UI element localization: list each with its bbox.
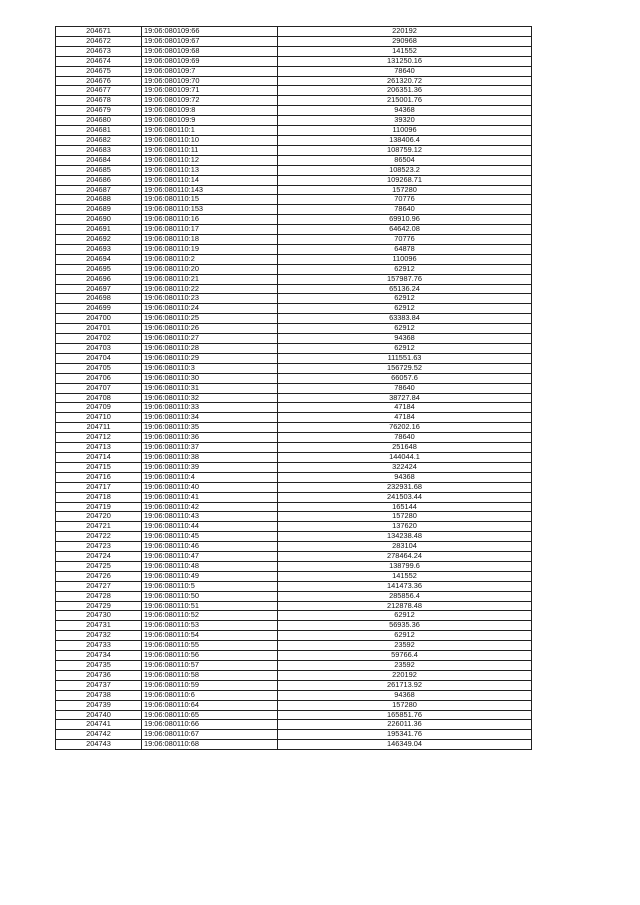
table-row (56, 443, 532, 453)
cadastral-number-cell: 19:06:080110:47 (142, 552, 278, 562)
row-number-cell: 204708 (56, 393, 142, 403)
table-row (56, 344, 532, 354)
cadastral-number-cell: 19:06:080110:33 (142, 403, 278, 413)
cadastral-number-cell: 19:06:080109:7 (142, 66, 278, 76)
cadastral-number-cell: 19:06:080110:6 (142, 690, 278, 700)
value-cell: 141473.36 (278, 581, 532, 591)
table-row (56, 393, 532, 403)
row-number-cell: 204675 (56, 66, 142, 76)
row-number-cell: 204714 (56, 452, 142, 462)
cadastral-number-cell: 19:06:080109:67 (142, 36, 278, 46)
value-cell: 78640 (278, 205, 532, 215)
cadastral-number-cell: 19:06:080110:48 (142, 561, 278, 571)
table-row (56, 492, 532, 502)
value-cell: 322424 (278, 462, 532, 472)
row-number-cell: 204691 (56, 225, 142, 235)
table-row (56, 472, 532, 482)
cadastral-number-cell: 19:06:080110:23 (142, 294, 278, 304)
cadastral-number-cell: 19:06:080110:53 (142, 621, 278, 631)
row-number-cell: 204673 (56, 46, 142, 56)
cadastral-number-cell: 19:06:080110:43 (142, 512, 278, 522)
cadastral-number-cell: 19:06:080110:58 (142, 670, 278, 680)
cadastral-number-cell: 19:06:080110:51 (142, 601, 278, 611)
value-cell: 109268.71 (278, 175, 532, 185)
cadastral-number-cell: 19:06:080110:38 (142, 452, 278, 462)
row-number-cell: 204717 (56, 482, 142, 492)
cadastral-number-cell: 19:06:080110:44 (142, 522, 278, 532)
row-number-cell: 204704 (56, 353, 142, 363)
table-row (56, 641, 532, 651)
table-row (56, 235, 532, 245)
row-number-cell: 204683 (56, 145, 142, 155)
table-row (56, 522, 532, 532)
value-cell: 62912 (278, 264, 532, 274)
table-row (56, 46, 532, 56)
cadastral-number-cell: 19:06:080109:8 (142, 106, 278, 116)
table-body (56, 27, 532, 750)
cadastral-number-cell: 19:06:080110:28 (142, 344, 278, 354)
value-cell: 94368 (278, 334, 532, 344)
value-cell: 62912 (278, 631, 532, 641)
table-row (56, 274, 532, 284)
row-number-cell: 204701 (56, 324, 142, 334)
value-cell: 62912 (278, 324, 532, 334)
value-cell: 64642.08 (278, 225, 532, 235)
row-number-cell: 204720 (56, 512, 142, 522)
value-cell: 108523.2 (278, 165, 532, 175)
table-row (56, 135, 532, 145)
cadastral-number-cell: 19:06:080110:68 (142, 740, 278, 750)
table-row (56, 96, 532, 106)
value-cell: 137620 (278, 522, 532, 532)
value-cell: 285856.4 (278, 591, 532, 601)
value-cell: 86504 (278, 155, 532, 165)
cadastral-number-cell: 19:06:080110:10 (142, 135, 278, 145)
cadastral-number-cell: 19:06:080110:39 (142, 462, 278, 472)
cadastral-number-cell: 19:06:080110:27 (142, 334, 278, 344)
row-number-cell: 204693 (56, 244, 142, 254)
table-row (56, 155, 532, 165)
cadastral-number-cell: 19:06:080109:72 (142, 96, 278, 106)
table-row (56, 126, 532, 136)
value-cell: 157280 (278, 185, 532, 195)
table-row (56, 403, 532, 413)
row-number-cell: 204715 (56, 462, 142, 472)
row-number-cell: 204738 (56, 690, 142, 700)
table-row (56, 720, 532, 730)
row-number-cell: 204718 (56, 492, 142, 502)
row-number-cell: 204690 (56, 215, 142, 225)
table-row (56, 661, 532, 671)
row-number-cell: 204732 (56, 631, 142, 641)
row-number-cell: 204703 (56, 344, 142, 354)
value-cell: 138406.4 (278, 135, 532, 145)
cadastral-number-cell: 19:06:080109:68 (142, 46, 278, 56)
value-cell: 64878 (278, 244, 532, 254)
value-cell: 290968 (278, 36, 532, 46)
cadastral-number-cell: 19:06:080110:14 (142, 175, 278, 185)
table-row (56, 215, 532, 225)
row-number-cell: 204680 (56, 116, 142, 126)
cadastral-number-cell: 19:06:080110:36 (142, 433, 278, 443)
row-number-cell: 204736 (56, 670, 142, 680)
value-cell: 206351.36 (278, 86, 532, 96)
row-number-cell: 204740 (56, 710, 142, 720)
row-number-cell: 204716 (56, 472, 142, 482)
value-cell: 108759.12 (278, 145, 532, 155)
value-cell: 226011.36 (278, 720, 532, 730)
cadastral-number-cell: 19:06:080110:143 (142, 185, 278, 195)
row-number-cell: 204710 (56, 413, 142, 423)
table-row (56, 581, 532, 591)
value-cell: 94368 (278, 690, 532, 700)
value-cell: 195341.76 (278, 730, 532, 740)
row-number-cell: 204742 (56, 730, 142, 740)
cadastral-number-cell: 19:06:080110:66 (142, 720, 278, 730)
cadastral-number-cell: 19:06:080110:49 (142, 571, 278, 581)
value-cell: 146349.04 (278, 740, 532, 750)
row-number-cell: 204734 (56, 651, 142, 661)
cadastral-number-cell: 19:06:080110:55 (142, 641, 278, 651)
row-number-cell: 204721 (56, 522, 142, 532)
document-page (55, 26, 531, 750)
row-number-cell: 204687 (56, 185, 142, 195)
row-number-cell: 204699 (56, 304, 142, 314)
row-number-cell: 204674 (56, 56, 142, 66)
cadastral-number-cell: 19:06:080109:66 (142, 27, 278, 37)
value-cell: 157280 (278, 512, 532, 522)
row-number-cell: 204692 (56, 235, 142, 245)
table-row (56, 561, 532, 571)
row-number-cell: 204694 (56, 254, 142, 264)
cadastral-number-cell: 19:06:080110:37 (142, 443, 278, 453)
cadastral-number-cell: 19:06:080110:64 (142, 700, 278, 710)
cadastral-number-cell: 19:06:080110:57 (142, 661, 278, 671)
value-cell: 39320 (278, 116, 532, 126)
row-number-cell: 204730 (56, 611, 142, 621)
value-cell: 62912 (278, 294, 532, 304)
table-row (56, 205, 532, 215)
row-number-cell: 204695 (56, 264, 142, 274)
row-number-cell: 204723 (56, 542, 142, 552)
row-number-cell: 204743 (56, 740, 142, 750)
row-number-cell: 204698 (56, 294, 142, 304)
value-cell: 232931.68 (278, 482, 532, 492)
row-number-cell: 204684 (56, 155, 142, 165)
value-cell: 165144 (278, 502, 532, 512)
row-number-cell: 204713 (56, 443, 142, 453)
table-row (56, 740, 532, 750)
value-cell: 261320.72 (278, 76, 532, 86)
cadastral-number-cell: 19:06:080110:19 (142, 244, 278, 254)
row-number-cell: 204731 (56, 621, 142, 631)
table-row (56, 27, 532, 37)
row-number-cell: 204712 (56, 433, 142, 443)
table-row (56, 552, 532, 562)
row-number-cell: 204729 (56, 601, 142, 611)
value-cell: 70776 (278, 235, 532, 245)
table-row (56, 571, 532, 581)
row-number-cell: 204677 (56, 86, 142, 96)
cadastral-number-cell: 19:06:080109:71 (142, 86, 278, 96)
table-row (56, 66, 532, 76)
table-row (56, 195, 532, 205)
table-row (56, 175, 532, 185)
value-cell: 65136.24 (278, 284, 532, 294)
row-number-cell: 204733 (56, 641, 142, 651)
table-row (56, 116, 532, 126)
cadastral-number-cell: 19:06:080110:45 (142, 532, 278, 542)
value-cell: 47184 (278, 403, 532, 413)
table-row (56, 165, 532, 175)
table-row (56, 353, 532, 363)
value-cell: 78640 (278, 433, 532, 443)
cadastral-number-cell: 19:06:080110:30 (142, 373, 278, 383)
row-number-cell: 204671 (56, 27, 142, 37)
row-number-cell: 204697 (56, 284, 142, 294)
value-cell: 138799.6 (278, 561, 532, 571)
value-cell: 78640 (278, 66, 532, 76)
value-cell: 215001.76 (278, 96, 532, 106)
row-number-cell: 204725 (56, 561, 142, 571)
table-row (56, 482, 532, 492)
row-number-cell: 204696 (56, 274, 142, 284)
row-number-cell: 204702 (56, 334, 142, 344)
table-row (56, 730, 532, 740)
row-number-cell: 204682 (56, 135, 142, 145)
table-row (56, 76, 532, 86)
table-row (56, 383, 532, 393)
value-cell: 94368 (278, 472, 532, 482)
table-row (56, 314, 532, 324)
cadastral-number-cell: 19:06:080110:20 (142, 264, 278, 274)
cadastral-number-cell: 19:06:080110:11 (142, 145, 278, 155)
table-row (56, 106, 532, 116)
table-row (56, 670, 532, 680)
row-number-cell: 204686 (56, 175, 142, 185)
cadastral-number-cell: 19:06:080110:65 (142, 710, 278, 720)
table-row (56, 611, 532, 621)
table-row (56, 433, 532, 443)
value-cell: 63383.84 (278, 314, 532, 324)
row-number-cell: 204722 (56, 532, 142, 542)
table-row (56, 591, 532, 601)
cadastral-number-cell: 19:06:080110:1 (142, 126, 278, 136)
value-cell: 241503.44 (278, 492, 532, 502)
value-cell: 78640 (278, 383, 532, 393)
row-number-cell: 204739 (56, 700, 142, 710)
table-row (56, 710, 532, 720)
value-cell: 278464.24 (278, 552, 532, 562)
table-row (56, 363, 532, 373)
value-cell: 69910.96 (278, 215, 532, 225)
cadastral-number-cell: 19:06:080110:26 (142, 324, 278, 334)
value-cell: 220192 (278, 27, 532, 37)
value-cell: 70776 (278, 195, 532, 205)
row-number-cell: 204678 (56, 96, 142, 106)
cadastral-number-cell: 19:06:080110:4 (142, 472, 278, 482)
table-row (56, 462, 532, 472)
value-cell: 110096 (278, 254, 532, 264)
table-row (56, 601, 532, 611)
cadastral-number-cell: 19:06:080110:2 (142, 254, 278, 264)
cadastral-number-cell: 19:06:080110:56 (142, 651, 278, 661)
cadastral-number-cell: 19:06:080110:24 (142, 304, 278, 314)
row-number-cell: 204711 (56, 423, 142, 433)
value-cell: 283104 (278, 542, 532, 552)
row-number-cell: 204672 (56, 36, 142, 46)
cadastral-number-cell: 19:06:080110:52 (142, 611, 278, 621)
row-number-cell: 204706 (56, 373, 142, 383)
row-number-cell: 204719 (56, 502, 142, 512)
table-row (56, 86, 532, 96)
value-cell: 62912 (278, 304, 532, 314)
table-row (56, 512, 532, 522)
row-number-cell: 204737 (56, 680, 142, 690)
cadastral-number-cell: 19:06:080110:46 (142, 542, 278, 552)
row-number-cell: 204726 (56, 571, 142, 581)
table-row (56, 452, 532, 462)
table-row (56, 324, 532, 334)
table-row (56, 56, 532, 66)
cadastral-number-cell: 19:06:080110:41 (142, 492, 278, 502)
cadastral-number-cell: 19:06:080110:32 (142, 393, 278, 403)
value-cell: 76202.16 (278, 423, 532, 433)
cadastral-number-cell: 19:06:080110:29 (142, 353, 278, 363)
table-row (56, 373, 532, 383)
data-table (55, 26, 532, 750)
value-cell: 47184 (278, 413, 532, 423)
table-row (56, 284, 532, 294)
value-cell: 62912 (278, 611, 532, 621)
cadastral-number-cell: 19:06:080110:16 (142, 215, 278, 225)
cadastral-number-cell: 19:06:080110:15 (142, 195, 278, 205)
value-cell: 261713.92 (278, 680, 532, 690)
row-number-cell: 204681 (56, 126, 142, 136)
value-cell: 23592 (278, 641, 532, 651)
cadastral-number-cell: 19:06:080110:35 (142, 423, 278, 433)
table-row (56, 36, 532, 46)
table-row (56, 542, 532, 552)
cadastral-number-cell: 19:06:080110:13 (142, 165, 278, 175)
cadastral-number-cell: 19:06:080110:153 (142, 205, 278, 215)
row-number-cell: 204707 (56, 383, 142, 393)
row-number-cell: 204676 (56, 76, 142, 86)
cadastral-number-cell: 19:06:080110:50 (142, 591, 278, 601)
cadastral-number-cell: 19:06:080109:70 (142, 76, 278, 86)
value-cell: 157280 (278, 700, 532, 710)
cadastral-number-cell: 19:06:080110:34 (142, 413, 278, 423)
row-number-cell: 204724 (56, 552, 142, 562)
row-number-cell: 204679 (56, 106, 142, 116)
cadastral-number-cell: 19:06:080110:5 (142, 581, 278, 591)
table-row (56, 532, 532, 542)
row-number-cell: 204728 (56, 591, 142, 601)
cadastral-number-cell: 19:06:080110:40 (142, 482, 278, 492)
value-cell: 212878.48 (278, 601, 532, 611)
row-number-cell: 204741 (56, 720, 142, 730)
value-cell: 131250.16 (278, 56, 532, 66)
value-cell: 144044.1 (278, 452, 532, 462)
value-cell: 110096 (278, 126, 532, 136)
cadastral-number-cell: 19:06:080110:22 (142, 284, 278, 294)
cadastral-number-cell: 19:06:080109:69 (142, 56, 278, 66)
table-row (56, 423, 532, 433)
table-row (56, 145, 532, 155)
cadastral-number-cell: 19:06:080110:67 (142, 730, 278, 740)
row-number-cell: 204689 (56, 205, 142, 215)
table-row (56, 631, 532, 641)
table-row (56, 334, 532, 344)
table-row (56, 225, 532, 235)
value-cell: 141552 (278, 46, 532, 56)
table-row (56, 680, 532, 690)
table-row (56, 690, 532, 700)
value-cell: 59766.4 (278, 651, 532, 661)
cadastral-number-cell: 19:06:080110:21 (142, 274, 278, 284)
row-number-cell: 204709 (56, 403, 142, 413)
value-cell: 157987.76 (278, 274, 532, 284)
cadastral-number-cell: 19:06:080110:18 (142, 235, 278, 245)
row-number-cell: 204685 (56, 165, 142, 175)
value-cell: 251648 (278, 443, 532, 453)
table-row (56, 700, 532, 710)
value-cell: 220192 (278, 670, 532, 680)
cadastral-number-cell: 19:06:080110:12 (142, 155, 278, 165)
value-cell: 156729.52 (278, 363, 532, 373)
value-cell: 56935.36 (278, 621, 532, 631)
value-cell: 165851.76 (278, 710, 532, 720)
value-cell: 23592 (278, 661, 532, 671)
table-row (56, 502, 532, 512)
row-number-cell: 204688 (56, 195, 142, 205)
value-cell: 141552 (278, 571, 532, 581)
value-cell: 62912 (278, 344, 532, 354)
table-row (56, 244, 532, 254)
value-cell: 134238.48 (278, 532, 532, 542)
table-row (56, 413, 532, 423)
table-row (56, 621, 532, 631)
table-row (56, 294, 532, 304)
cadastral-number-cell: 19:06:080110:54 (142, 631, 278, 641)
value-cell: 111551.63 (278, 353, 532, 363)
cadastral-number-cell: 19:06:080109:9 (142, 116, 278, 126)
table-row (56, 185, 532, 195)
table-row (56, 651, 532, 661)
row-number-cell: 204700 (56, 314, 142, 324)
value-cell: 94368 (278, 106, 532, 116)
cadastral-number-cell: 19:06:080110:17 (142, 225, 278, 235)
cadastral-number-cell: 19:06:080110:25 (142, 314, 278, 324)
cadastral-number-cell: 19:06:080110:59 (142, 680, 278, 690)
table-row (56, 254, 532, 264)
cadastral-number-cell: 19:06:080110:42 (142, 502, 278, 512)
cadastral-number-cell: 19:06:080110:3 (142, 363, 278, 373)
row-number-cell: 204735 (56, 661, 142, 671)
value-cell: 66057.6 (278, 373, 532, 383)
value-cell: 38727.84 (278, 393, 532, 403)
table-row (56, 264, 532, 274)
row-number-cell: 204705 (56, 363, 142, 373)
row-number-cell: 204727 (56, 581, 142, 591)
table-row (56, 304, 532, 314)
cadastral-number-cell: 19:06:080110:31 (142, 383, 278, 393)
